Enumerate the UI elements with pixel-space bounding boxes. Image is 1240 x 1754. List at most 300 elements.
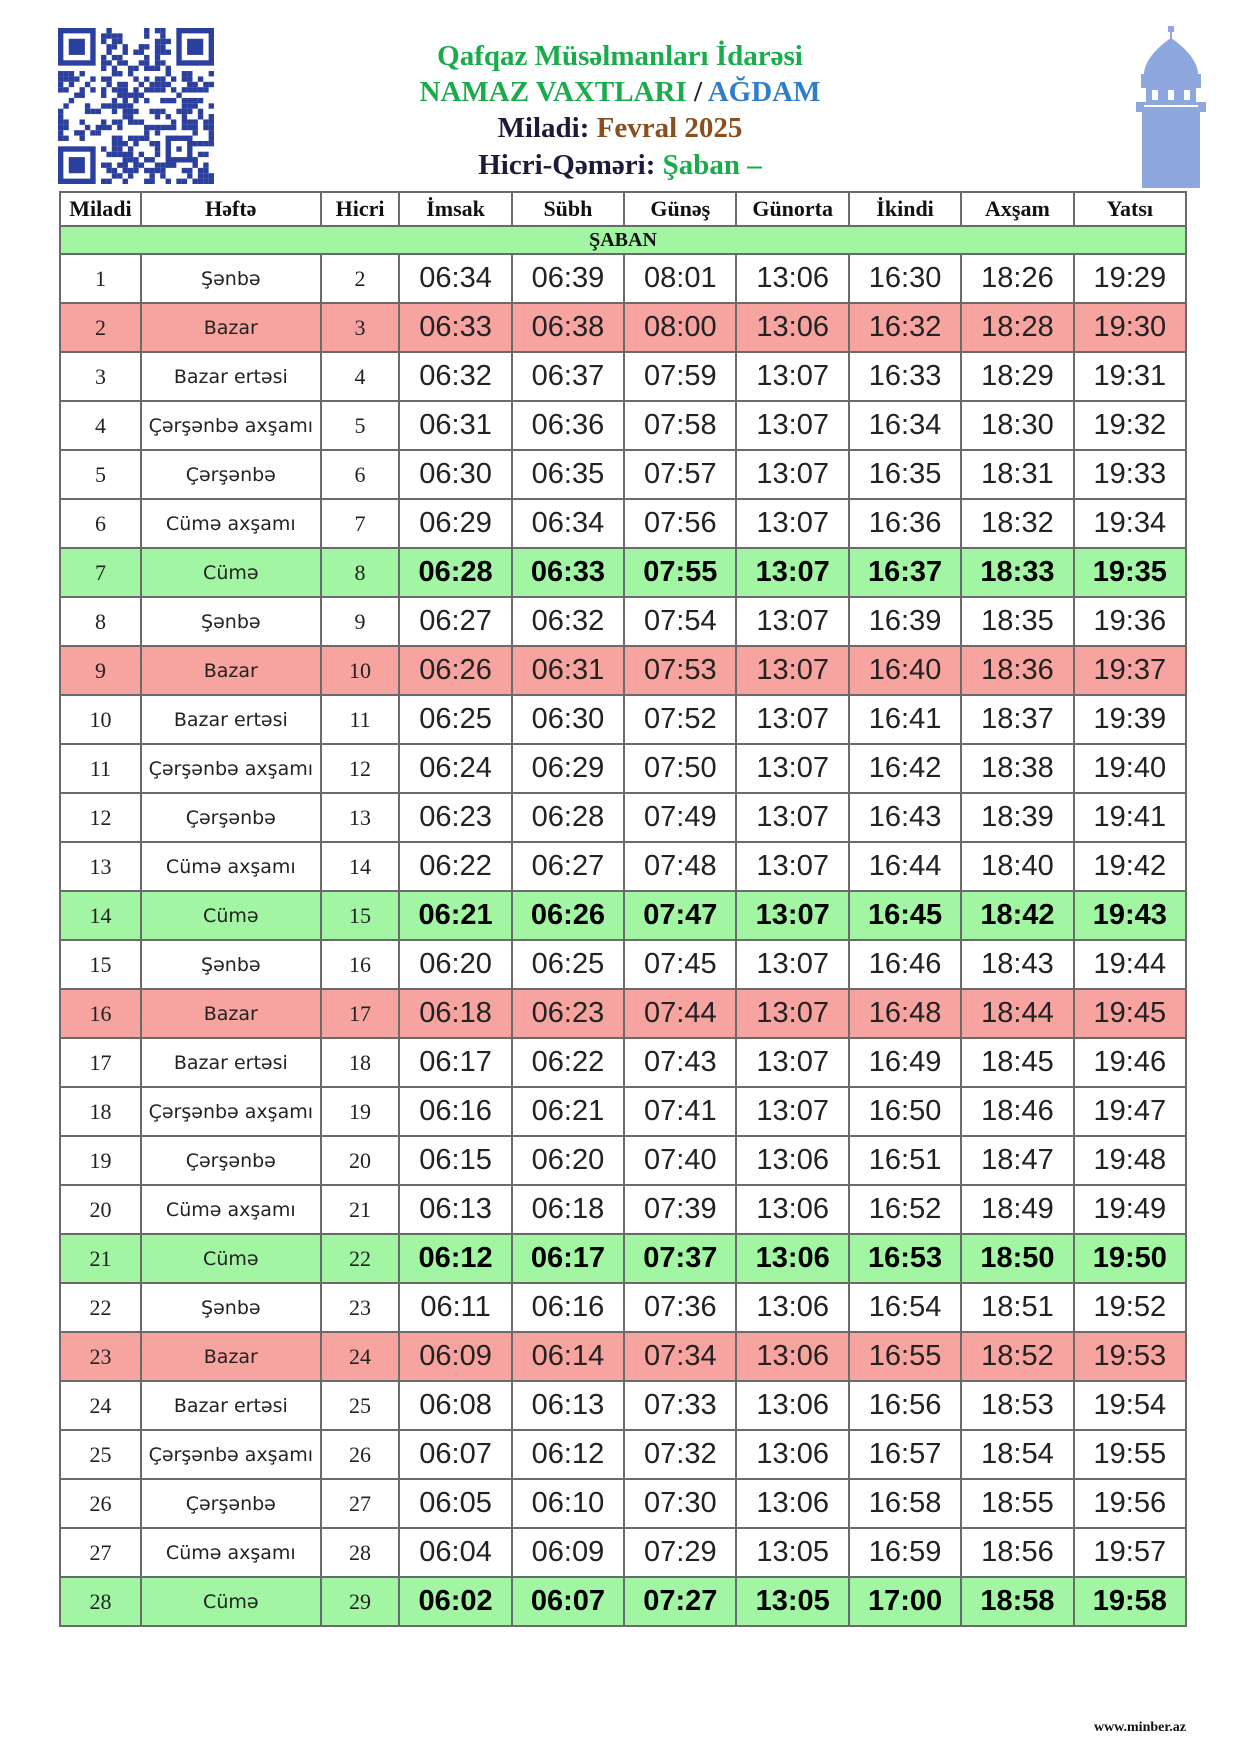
yatsi-time-cell: 19:34 [1074, 499, 1186, 548]
column-header-axsam: Axşam [961, 192, 1073, 226]
miladi-cell: 2 [60, 303, 141, 352]
table-row [60, 303, 1186, 352]
miladi-value: Fevral 2025 [596, 112, 743, 144]
subh-time-cell: 06:37 [512, 352, 624, 401]
miladi-cell: 26 [60, 1479, 141, 1528]
hicri-cell: 10 [321, 646, 400, 695]
column-header-hicri: Hicri [321, 192, 400, 226]
yatsi-time-cell: 19:55 [1074, 1430, 1186, 1479]
gunes-time-cell: 07:43 [624, 1038, 736, 1087]
weekday-cell: Cümə axşamı [141, 499, 321, 548]
column-header-imsak: İmsak [399, 192, 511, 226]
subh-time-cell: 06:26 [512, 891, 624, 940]
gunes-time-cell: 07:47 [624, 891, 736, 940]
weekday-cell: Cümə [141, 891, 321, 940]
ikindi-time-cell: 16:49 [849, 1038, 961, 1087]
table-row [60, 401, 1186, 450]
ikindi-time-cell: 16:39 [849, 597, 961, 646]
hicri-cell: 9 [321, 597, 400, 646]
yatsi-time-cell: 19:31 [1074, 352, 1186, 401]
gunorta-time-cell: 13:05 [736, 1528, 848, 1577]
subh-time-cell: 06:09 [512, 1528, 624, 1577]
hicri-cell: 5 [321, 401, 400, 450]
gunorta-time-cell: 13:07 [736, 891, 848, 940]
imsak-time-cell: 06:33 [399, 303, 511, 352]
ikindi-time-cell: 16:58 [849, 1479, 961, 1528]
yatsi-time-cell: 19:46 [1074, 1038, 1186, 1087]
weekday-cell: Bazar [141, 646, 321, 695]
gunes-time-cell: 08:00 [624, 303, 736, 352]
weekday-cell: Cümə axşamı [141, 1185, 321, 1234]
imsak-time-cell: 06:22 [399, 842, 511, 891]
gunes-time-cell: 07:58 [624, 401, 736, 450]
gunorta-time-cell: 13:07 [736, 499, 848, 548]
miladi-cell: 15 [60, 940, 141, 989]
miladi-label: Miladi: [497, 112, 590, 144]
miladi-line [300, 110, 940, 147]
gunorta-time-cell: 13:06 [736, 303, 848, 352]
axsam-time-cell: 18:36 [961, 646, 1073, 695]
gunorta-time-cell: 13:06 [736, 1283, 848, 1332]
miladi-cell: 27 [60, 1528, 141, 1577]
gunorta-time-cell: 13:05 [736, 1577, 848, 1626]
miladi-cell: 19 [60, 1136, 141, 1185]
axsam-time-cell: 18:40 [961, 842, 1073, 891]
subh-time-cell: 06:23 [512, 989, 624, 1038]
yatsi-time-cell: 19:32 [1074, 401, 1186, 450]
miladi-cell: 14 [60, 891, 141, 940]
miladi-cell: 25 [60, 1430, 141, 1479]
imsak-time-cell: 06:09 [399, 1332, 511, 1381]
imsak-time-cell: 06:29 [399, 499, 511, 548]
weekday-cell: Şənbə [141, 597, 321, 646]
gunes-time-cell: 08:01 [624, 254, 736, 303]
gunes-time-cell: 07:39 [624, 1185, 736, 1234]
ikindi-time-cell: 16:35 [849, 450, 961, 499]
organization-name: Qafqaz Müsəlmanları İdarəsi [437, 40, 803, 72]
ikindi-time-cell: 16:30 [849, 254, 961, 303]
table-row [60, 254, 1186, 303]
axsam-time-cell: 18:51 [961, 1283, 1073, 1332]
gunorta-time-cell: 13:06 [736, 1332, 848, 1381]
yatsi-time-cell: 19:53 [1074, 1332, 1186, 1381]
imsak-time-cell: 06:26 [399, 646, 511, 695]
weekday-cell: Bazar ertəsi [141, 695, 321, 744]
hicri-line [300, 147, 940, 184]
imsak-time-cell: 06:17 [399, 1038, 511, 1087]
ikindi-time-cell: 16:37 [849, 548, 961, 597]
hicri-cell: 3 [321, 303, 400, 352]
axsam-time-cell: 18:28 [961, 303, 1073, 352]
hicri-cell: 27 [321, 1479, 400, 1528]
gunorta-time-cell: 13:06 [736, 1381, 848, 1430]
table-row [60, 793, 1186, 842]
axsam-time-cell: 18:52 [961, 1332, 1073, 1381]
yatsi-time-cell: 19:33 [1074, 450, 1186, 499]
subh-time-cell: 06:30 [512, 695, 624, 744]
table-row [60, 1479, 1186, 1528]
yatsi-time-cell: 19:30 [1074, 303, 1186, 352]
table-row [60, 1381, 1186, 1430]
table-row [60, 1136, 1186, 1185]
yatsi-time-cell: 19:43 [1074, 891, 1186, 940]
subh-time-cell: 06:17 [512, 1234, 624, 1283]
gunorta-time-cell: 13:07 [736, 450, 848, 499]
gunorta-time-cell: 13:07 [736, 793, 848, 842]
hicri-cell: 16 [321, 940, 400, 989]
subh-time-cell: 06:33 [512, 548, 624, 597]
gunes-time-cell: 07:27 [624, 1577, 736, 1626]
axsam-time-cell: 18:26 [961, 254, 1073, 303]
hicri-cell: 23 [321, 1283, 400, 1332]
miladi-cell: 20 [60, 1185, 141, 1234]
hicri-cell: 21 [321, 1185, 400, 1234]
subh-time-cell: 06:25 [512, 940, 624, 989]
hicri-cell: 11 [321, 695, 400, 744]
ikindi-time-cell: 16:48 [849, 989, 961, 1038]
gunorta-time-cell: 13:07 [736, 352, 848, 401]
column-header-gunorta: Günorta [736, 192, 848, 226]
subh-time-cell: 06:28 [512, 793, 624, 842]
gunorta-time-cell: 13:06 [736, 1479, 848, 1528]
miladi-cell: 18 [60, 1087, 141, 1136]
weekday-cell: Bazar [141, 303, 321, 352]
table-row [60, 891, 1186, 940]
axsam-time-cell: 18:37 [961, 695, 1073, 744]
gunes-time-cell: 07:37 [624, 1234, 736, 1283]
hicri-cell: 22 [321, 1234, 400, 1283]
ikindi-time-cell: 16:41 [849, 695, 961, 744]
yatsi-time-cell: 19:58 [1074, 1577, 1186, 1626]
yatsi-time-cell: 19:49 [1074, 1185, 1186, 1234]
weekday-cell: Çərşənbə axşamı [141, 401, 321, 450]
imsak-time-cell: 06:28 [399, 548, 511, 597]
miladi-cell: 13 [60, 842, 141, 891]
ikindi-time-cell: 16:36 [849, 499, 961, 548]
table-row [60, 744, 1186, 793]
weekday-cell: Şənbə [141, 940, 321, 989]
yatsi-time-cell: 19:57 [1074, 1528, 1186, 1577]
weekday-cell: Çərşənbə axşamı [141, 1430, 321, 1479]
hicri-cell: 15 [321, 891, 400, 940]
ikindi-time-cell: 16:43 [849, 793, 961, 842]
subh-time-cell: 06:27 [512, 842, 624, 891]
weekday-cell: Çərşənbə axşamı [141, 744, 321, 793]
table-row [60, 548, 1186, 597]
table-row [60, 1283, 1186, 1332]
ikindi-time-cell: 16:32 [849, 303, 961, 352]
table-row [60, 1332, 1186, 1381]
axsam-time-cell: 18:44 [961, 989, 1073, 1038]
hicri-cell: 18 [321, 1038, 400, 1087]
axsam-time-cell: 18:35 [961, 597, 1073, 646]
subh-time-cell: 06:31 [512, 646, 624, 695]
imsak-time-cell: 06:31 [399, 401, 511, 450]
axsam-time-cell: 18:31 [961, 450, 1073, 499]
qr-code-icon [58, 28, 214, 184]
yatsi-time-cell: 19:41 [1074, 793, 1186, 842]
hicri-value: Şaban – [662, 149, 762, 181]
miladi-cell: 22 [60, 1283, 141, 1332]
ikindi-time-cell: 16:45 [849, 891, 961, 940]
ikindi-time-cell: 16:33 [849, 352, 961, 401]
imsak-time-cell: 06:02 [399, 1577, 511, 1626]
axsam-time-cell: 18:50 [961, 1234, 1073, 1283]
miladi-cell: 10 [60, 695, 141, 744]
gunes-time-cell: 07:54 [624, 597, 736, 646]
weekday-cell: Cümə [141, 548, 321, 597]
gunes-time-cell: 07:32 [624, 1430, 736, 1479]
imsak-time-cell: 06:27 [399, 597, 511, 646]
gunorta-time-cell: 13:06 [736, 1185, 848, 1234]
gunes-time-cell: 07:29 [624, 1528, 736, 1577]
ikindi-time-cell: 16:54 [849, 1283, 961, 1332]
subh-time-cell: 06:14 [512, 1332, 624, 1381]
gunorta-time-cell: 13:07 [736, 695, 848, 744]
table-row [60, 646, 1186, 695]
weekday-cell: Cümə axşamı [141, 842, 321, 891]
gunorta-time-cell: 13:07 [736, 842, 848, 891]
city-name: AĞDAM [707, 76, 821, 108]
axsam-time-cell: 18:32 [961, 499, 1073, 548]
subh-time-cell: 06:32 [512, 597, 624, 646]
imsak-time-cell: 06:34 [399, 254, 511, 303]
hicri-label: Hicri-Qəməri: [478, 149, 656, 181]
gunes-time-cell: 07:56 [624, 499, 736, 548]
hicri-cell: 12 [321, 744, 400, 793]
gunes-time-cell: 07:40 [624, 1136, 736, 1185]
column-header-yatsi: Yatsı [1074, 192, 1186, 226]
hicri-cell: 26 [321, 1430, 400, 1479]
table-row [60, 1038, 1186, 1087]
subh-time-cell: 06:16 [512, 1283, 624, 1332]
axsam-time-cell: 18:29 [961, 352, 1073, 401]
subh-time-cell: 06:29 [512, 744, 624, 793]
yatsi-time-cell: 19:48 [1074, 1136, 1186, 1185]
minaret-icon [1130, 26, 1212, 188]
subh-time-cell: 06:39 [512, 254, 624, 303]
ikindi-time-cell: 16:57 [849, 1430, 961, 1479]
miladi-cell: 3 [60, 352, 141, 401]
gunorta-time-cell: 13:07 [736, 940, 848, 989]
axsam-time-cell: 18:54 [961, 1430, 1073, 1479]
weekday-cell: Bazar ertəsi [141, 1381, 321, 1430]
title-separator: / [693, 76, 703, 108]
table-row [60, 695, 1186, 744]
hicri-cell: 17 [321, 989, 400, 1038]
hicri-cell: 24 [321, 1332, 400, 1381]
axsam-time-cell: 18:58 [961, 1577, 1073, 1626]
miladi-cell: 24 [60, 1381, 141, 1430]
axsam-time-cell: 18:55 [961, 1479, 1073, 1528]
ikindi-time-cell: 16:53 [849, 1234, 961, 1283]
ikindi-time-cell: 16:50 [849, 1087, 961, 1136]
gunes-time-cell: 07:49 [624, 793, 736, 842]
yatsi-time-cell: 19:44 [1074, 940, 1186, 989]
gunorta-time-cell: 13:07 [736, 1087, 848, 1136]
weekday-cell: Çərşənbə axşamı [141, 1087, 321, 1136]
axsam-time-cell: 18:45 [961, 1038, 1073, 1087]
gunorta-time-cell: 13:07 [736, 548, 848, 597]
column-header-miladi: Miladi [60, 192, 141, 226]
hicri-cell: 28 [321, 1528, 400, 1577]
miladi-cell: 5 [60, 450, 141, 499]
miladi-cell: 23 [60, 1332, 141, 1381]
hicri-cell: 14 [321, 842, 400, 891]
imsak-time-cell: 06:32 [399, 352, 511, 401]
gunes-time-cell: 07:55 [624, 548, 736, 597]
miladi-cell: 8 [60, 597, 141, 646]
imsak-time-cell: 06:05 [399, 1479, 511, 1528]
yatsi-time-cell: 19:50 [1074, 1234, 1186, 1283]
table-header-row [60, 192, 1186, 226]
miladi-cell: 17 [60, 1038, 141, 1087]
hicri-cell: 2 [321, 254, 400, 303]
subh-time-cell: 06:21 [512, 1087, 624, 1136]
yatsi-time-cell: 19:35 [1074, 548, 1186, 597]
column-header-hefte: Həftə [141, 192, 321, 226]
axsam-time-cell: 18:56 [961, 1528, 1073, 1577]
imsak-time-cell: 06:21 [399, 891, 511, 940]
subh-time-cell: 06:38 [512, 303, 624, 352]
weekday-cell: Çərşənbə [141, 1136, 321, 1185]
imsak-time-cell: 06:24 [399, 744, 511, 793]
yatsi-time-cell: 19:40 [1074, 744, 1186, 793]
gunorta-time-cell: 13:07 [736, 1038, 848, 1087]
gunes-time-cell: 07:57 [624, 450, 736, 499]
hicri-cell: 8 [321, 548, 400, 597]
imsak-time-cell: 06:15 [399, 1136, 511, 1185]
imsak-time-cell: 06:18 [399, 989, 511, 1038]
hicri-cell: 13 [321, 793, 400, 842]
gunes-time-cell: 07:45 [624, 940, 736, 989]
gunorta-time-cell: 13:06 [736, 254, 848, 303]
miladi-cell: 11 [60, 744, 141, 793]
title-text: NAMAZ VAXTLARI [419, 76, 687, 108]
ikindi-time-cell: 16:56 [849, 1381, 961, 1430]
imsak-time-cell: 06:12 [399, 1234, 511, 1283]
table-row [60, 940, 1186, 989]
gunes-time-cell: 07:33 [624, 1381, 736, 1430]
axsam-time-cell: 18:49 [961, 1185, 1073, 1234]
table-row [60, 597, 1186, 646]
yatsi-time-cell: 19:39 [1074, 695, 1186, 744]
hicri-cell: 7 [321, 499, 400, 548]
imsak-time-cell: 06:08 [399, 1381, 511, 1430]
yatsi-time-cell: 19:45 [1074, 989, 1186, 1038]
page-title [300, 74, 940, 110]
weekday-cell: Çərşənbə [141, 793, 321, 842]
weekday-cell: Şənbə [141, 254, 321, 303]
subh-time-cell: 06:35 [512, 450, 624, 499]
ikindi-time-cell: 16:34 [849, 401, 961, 450]
miladi-cell: 12 [60, 793, 141, 842]
gunorta-time-cell: 13:06 [736, 1430, 848, 1479]
gunes-time-cell: 07:41 [624, 1087, 736, 1136]
table-row [60, 1087, 1186, 1136]
imsak-time-cell: 06:11 [399, 1283, 511, 1332]
axsam-time-cell: 18:39 [961, 793, 1073, 842]
gunes-time-cell: 07:34 [624, 1332, 736, 1381]
axsam-time-cell: 18:30 [961, 401, 1073, 450]
hicri-cell: 19 [321, 1087, 400, 1136]
hicri-cell: 6 [321, 450, 400, 499]
hicri-cell: 20 [321, 1136, 400, 1185]
imsak-time-cell: 06:20 [399, 940, 511, 989]
miladi-cell: 6 [60, 499, 141, 548]
subh-time-cell: 06:18 [512, 1185, 624, 1234]
axsam-time-cell: 18:46 [961, 1087, 1073, 1136]
gunorta-time-cell: 13:07 [736, 744, 848, 793]
gunes-time-cell: 07:59 [624, 352, 736, 401]
weekday-cell: Cümə [141, 1234, 321, 1283]
imsak-time-cell: 06:23 [399, 793, 511, 842]
gunes-time-cell: 07:36 [624, 1283, 736, 1332]
axsam-time-cell: 18:43 [961, 940, 1073, 989]
table-row [60, 1577, 1186, 1626]
imsak-time-cell: 06:04 [399, 1528, 511, 1577]
gunorta-time-cell: 13:06 [736, 1136, 848, 1185]
table-row [60, 989, 1186, 1038]
yatsi-time-cell: 19:47 [1074, 1087, 1186, 1136]
subh-time-cell: 06:13 [512, 1381, 624, 1430]
subh-time-cell: 06:07 [512, 1577, 624, 1626]
column-header-ikindi: İkindi [849, 192, 961, 226]
gunorta-time-cell: 13:06 [736, 1234, 848, 1283]
ikindi-time-cell: 16:44 [849, 842, 961, 891]
weekday-cell: Cümə [141, 1577, 321, 1626]
axsam-time-cell: 18:53 [961, 1381, 1073, 1430]
weekday-cell: Bazar [141, 989, 321, 1038]
yatsi-time-cell: 19:52 [1074, 1283, 1186, 1332]
gunes-time-cell: 07:30 [624, 1479, 736, 1528]
imsak-time-cell: 06:07 [399, 1430, 511, 1479]
table-row [60, 1185, 1186, 1234]
weekday-cell: Bazar [141, 1332, 321, 1381]
gunorta-time-cell: 13:07 [736, 646, 848, 695]
ikindi-time-cell: 16:40 [849, 646, 961, 695]
miladi-cell: 1 [60, 254, 141, 303]
axsam-time-cell: 18:33 [961, 548, 1073, 597]
gunes-time-cell: 07:50 [624, 744, 736, 793]
table-row [60, 842, 1186, 891]
axsam-time-cell: 18:47 [961, 1136, 1073, 1185]
weekday-cell: Bazar ertəsi [141, 1038, 321, 1087]
miladi-cell: 4 [60, 401, 141, 450]
gunes-time-cell: 07:48 [624, 842, 736, 891]
table-row [60, 450, 1186, 499]
axsam-time-cell: 18:38 [961, 744, 1073, 793]
gunorta-time-cell: 13:07 [736, 597, 848, 646]
subh-time-cell: 06:22 [512, 1038, 624, 1087]
imsak-time-cell: 06:13 [399, 1185, 511, 1234]
subh-time-cell: 06:12 [512, 1430, 624, 1479]
page-header [300, 38, 940, 184]
subh-time-cell: 06:10 [512, 1479, 624, 1528]
gunes-time-cell: 07:53 [624, 646, 736, 695]
imsak-time-cell: 06:25 [399, 695, 511, 744]
hicri-cell: 29 [321, 1577, 400, 1626]
table-row [60, 1234, 1186, 1283]
prayer-times-table [59, 191, 1187, 1627]
weekday-cell: Çərşənbə [141, 450, 321, 499]
ikindi-time-cell: 16:51 [849, 1136, 961, 1185]
table-row [60, 499, 1186, 548]
weekday-cell: Bazar ertəsi [141, 352, 321, 401]
ikindi-time-cell: 16:42 [849, 744, 961, 793]
hicri-cell: 25 [321, 1381, 400, 1430]
yatsi-time-cell: 19:29 [1074, 254, 1186, 303]
